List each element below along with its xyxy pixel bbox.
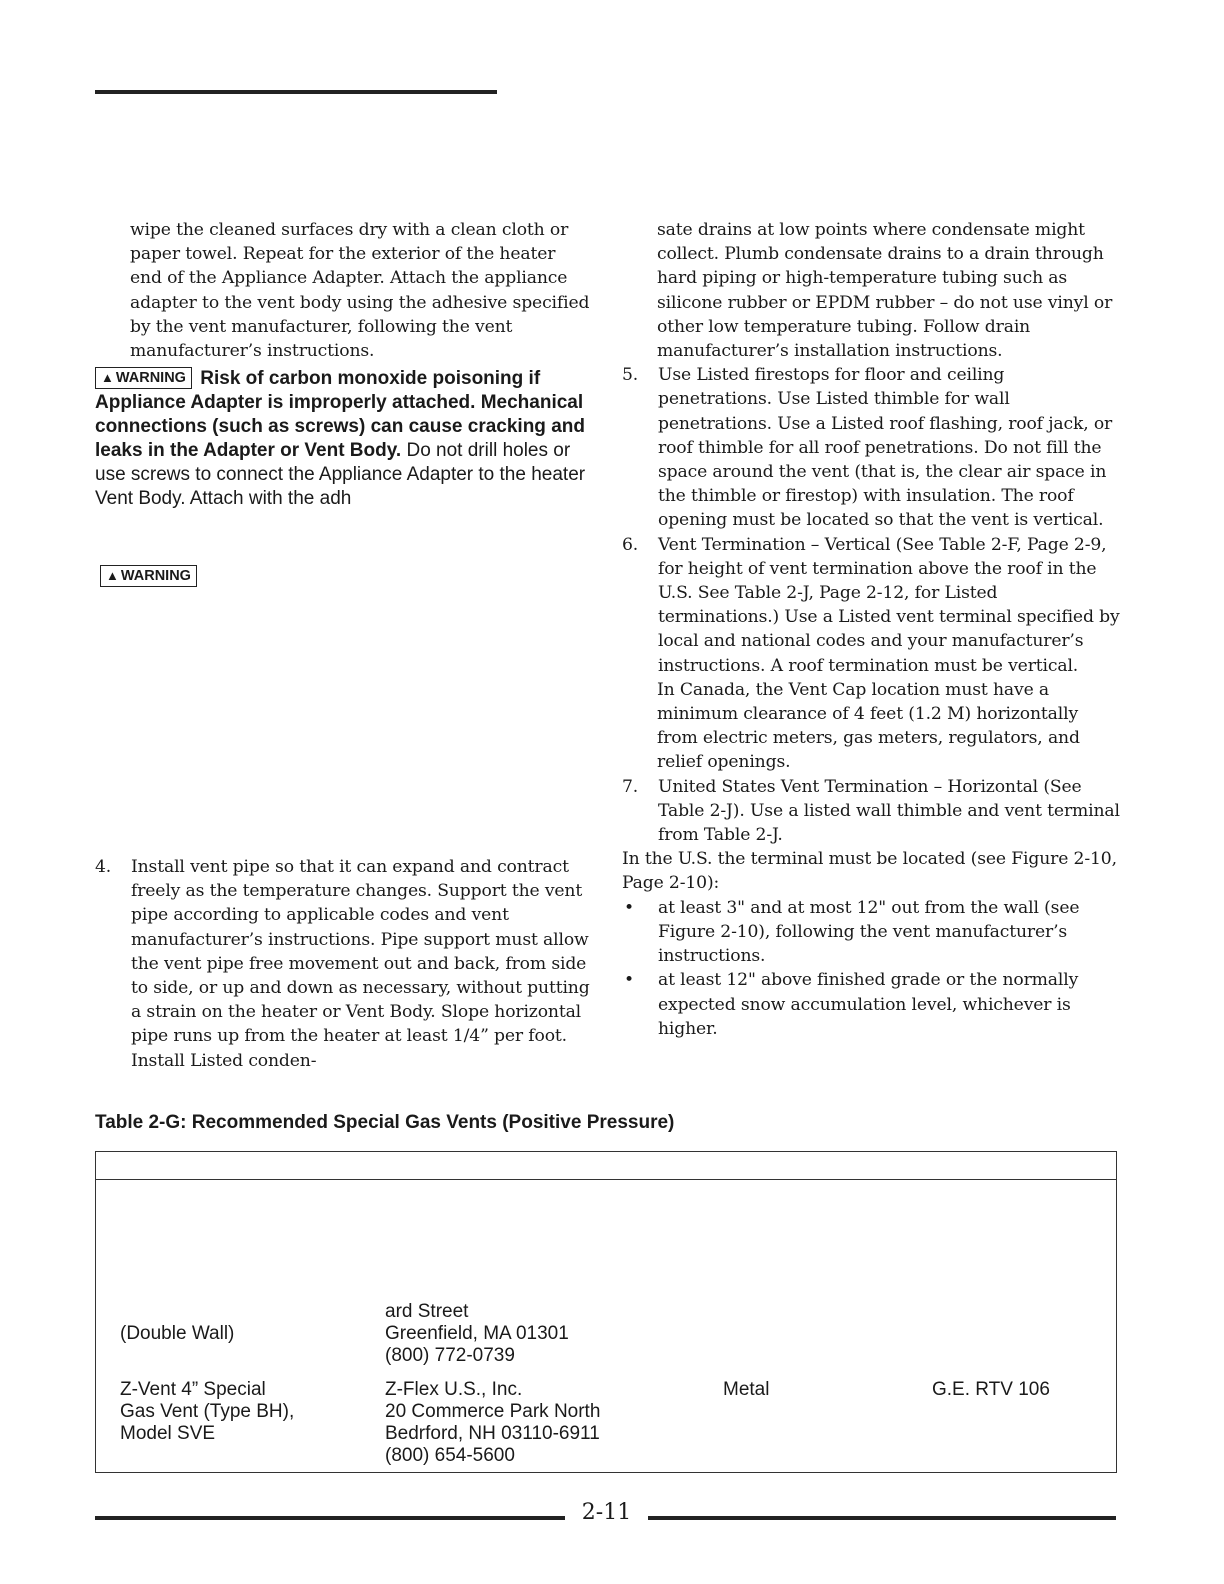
header-rule <box>95 90 497 94</box>
item-text: Install vent pipe so that it can expand and contract freely as the temperature changes. Support the vent pipe according to applicable codes and vent manufacturer’s instructions. Pipe support must allow the vent pipe free movement out and back, from side to side, or up and down as necessary, without putting a strain on the heater or Vent Body. Slope horizontal pipe runs up from the heater at least 1/4” per foot. Install Listed conden- <box>131 857 590 1071</box>
item-text: United States Vent Termination – Horizontal (See Table 2-J). Use a listed wall thimble and vent terminal from Table 2-J. <box>658 776 1120 846</box>
right-column <box>622 218 1122 1041</box>
canada-note: In Canada, the Vent Cap location must have a minimum clearance of 4 feet (1.2 M) horizontally from electric meters, gas meters, regulators, and relief openings. <box>657 679 1080 773</box>
left-column <box>95 218 590 511</box>
left-continued-paragraph: wipe the cleaned surfaces dry with a clean cloth or paper towel. Repeat for the exterior of the heater end of the Appliance Adapter. Attach the appliance adapter to the vent body using the adhesive specified by the vent manufacturer, following the vent manufacturer’s instructions. <box>130 220 590 362</box>
us-terminal-intro: In the U.S. the terminal must be located (see Figure 2-10, Page 2-10): <box>622 849 1117 894</box>
item-number: 7. <box>622 776 639 797</box>
item-number: 4. <box>95 857 112 877</box>
warning-plain-text: Do not drill holes or use screws to connect the Appliance Adapter to the heater Vent Body. Attach with the adh <box>95 440 586 510</box>
table-cell-sealant: G.E. RTV 106 <box>932 1379 1050 1400</box>
bullet-item <box>622 896 1122 969</box>
table-cell-material: Metal <box>723 1379 770 1400</box>
bullet-icon: • <box>624 970 634 991</box>
bullet-icon: • <box>624 897 634 918</box>
warning-bold-text: Risk of carbon monoxide poisoning if Appliance Adapter is improperly attached. Mechanical connections (such as screws) can cause cracking and leaks in the Adapter or Vent Body. <box>95 368 585 462</box>
warning-triangle-icon: ▲ <box>106 568 119 583</box>
item-7 <box>622 775 1122 848</box>
footer-rule-left <box>95 1516 565 1520</box>
table-cell-address: Z-Flex U.S., Inc. 20 Commerce Park North Bedrford, NH 03110-6911 (800) 654-5600 <box>385 1379 601 1466</box>
vents-table <box>95 1151 1117 1473</box>
item-text: Use Listed firestops for floor and ceiling penetrations. Use Listed thimble for wall penetrations. Use a Listed roof flashing, roof jack, or roof thimble for all roof penetrations. Do not fill the space around the vent (that is, the clear air space in the thimble or firestop) with insulation. The roof opening must be located so that the vent is vertical. <box>658 365 1113 531</box>
item-6 <box>622 533 1122 678</box>
table-cell-name: (Double Wall) <box>120 1323 235 1344</box>
warning-badge-2 <box>100 565 197 587</box>
table-cell-name: Z-Vent 4” Special Gas Vent (Type BH), Model SVE <box>120 1379 295 1444</box>
table-header-rule <box>96 1179 1116 1180</box>
warning-badge-label: WARNING <box>115 370 186 387</box>
numbered-item <box>95 855 590 1073</box>
warning-badge <box>95 367 192 389</box>
warning-block-1 <box>95 367 590 511</box>
footer-rule-right <box>648 1516 1116 1520</box>
item-number: 6. <box>622 534 639 555</box>
item-text: Vent Termination – Vertical (See Table 2-F, Page 2-9, for height of vent termination above the roof in the U.S. See Table 2-J, Page 2-12, for Listed terminations.) Use a Listed vent terminal specified by local and national codes and your manufacturer’s instructions. A roof termination must be vertical. <box>658 534 1120 676</box>
item-number: 5. <box>622 365 639 386</box>
bullet-text: at least 3" and at most 12" out from the wall (see Figure 2-10), following the vent manufacturer’s instructions. <box>658 897 1080 967</box>
item-4 <box>95 855 590 1073</box>
warning-triangle-icon: ▲ <box>101 370 114 386</box>
right-continued-paragraph: sate drains at low points where condensate might collect. Plumb condensate drains to a drain through hard piping or high-temperature tubing such as silicone rubber or EPDM rubber – do not use vinyl or other low temperature tubing. Follow drain manufacturer’s installation instructions. <box>657 220 1113 362</box>
item-5 <box>622 363 1122 532</box>
bullet-item <box>622 968 1122 1041</box>
table-title: Table 2-G: Recommended Special Gas Vents (Positive Pressure) <box>95 1112 675 1133</box>
table-cell-address: ard Street Greenfield, MA 01301 (800) 772-0739 <box>385 1301 569 1366</box>
page-number: 2-11 <box>581 1500 632 1525</box>
bullet-text: at least 12" above finished grade or the normally expected snow accumulation level, whichever is higher. <box>658 970 1079 1039</box>
warning-badge-label: WARNING <box>120 568 191 584</box>
